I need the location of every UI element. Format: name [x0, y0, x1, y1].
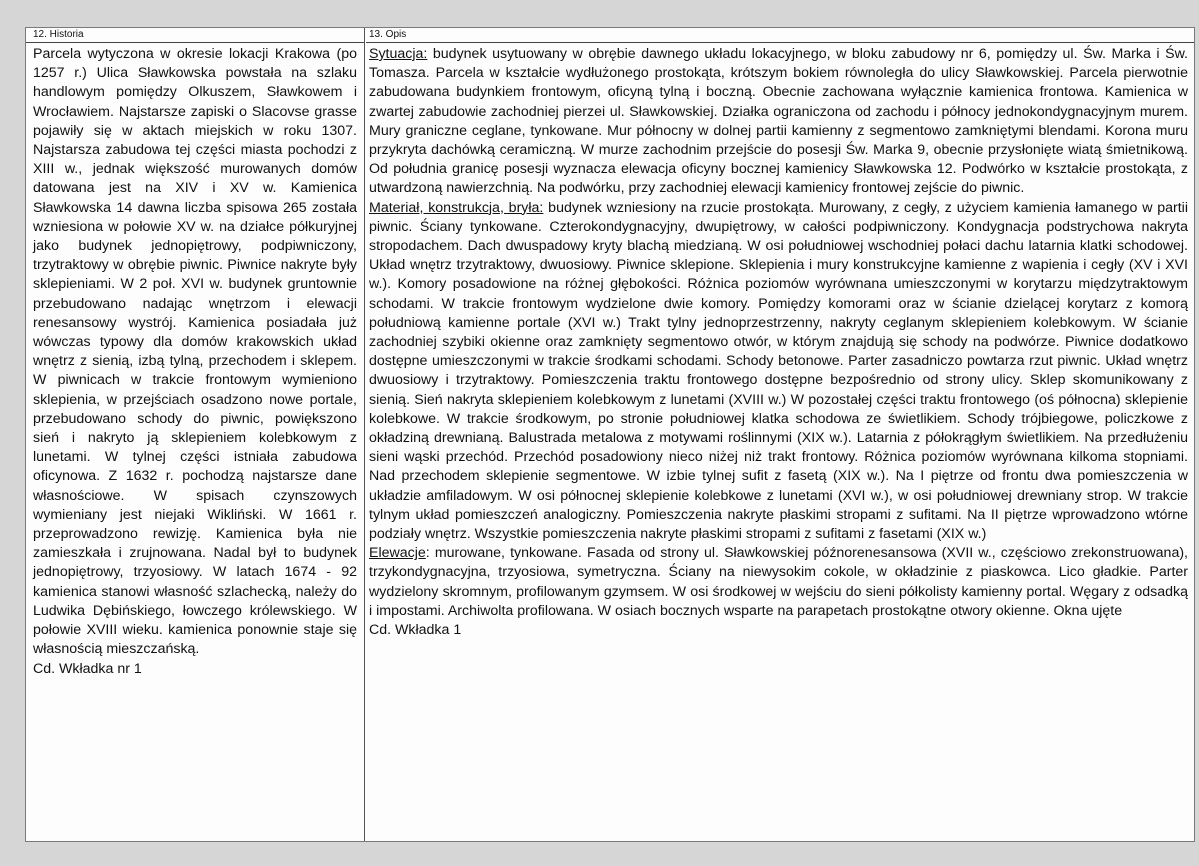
history-text: Parcela wytyczona w okresie lokacji Krakowa (po 1257 r.) Ulica Sławkowska powstała na szlaku handlowym pomiędzy Olkuszem, Sławkowem i Wrocławiem. Najstarsze zapiski o Slacovse grasse pojawiły się w aktach miejskich w roku 1307. Najstarsza zabudowa tej części miasta pochodzi z XIII w., jednak większość murowanych domów datowana jest na XIV i XV w. Kamienica Sławkowska 14 dawna liczba spisowa 265 została wzniesiona w połowie XV w. na działce półkuryjnej jako budynek jednopiętrowy, podpiwniczony, trzytraktowy w obrębie piwnic. Piwnice nakryte były sklepieniami. W 2 poł. XVI w. budynek gruntownie przebudowano nadając wnętrzom i elewacji renesansowy wystrój. Kamienica posiadała już wówczas typowy dla domów krakowskich układ wnętrz z sienią, izbą tylną, przechodem i sklepem. W piwnicach w trakcie frontowym wymieniono sklepienia, w przejściach osadzono nowe portale, przebudowano schody do piwnic, powiększono sień i nakryto ją sklepieniem kolebkowym z lunetami. W tylnej części istniała zabudowa oficynowa. Z 1632 r. pochodzą najstarsze dane własnościowe. W spisach czynszowych wymieniany jest niejaki Wikliński. W 1661 r. przeprowadzono rewizję. Kamienica była nie zamieszkała i zrujnowana. Nadal był to budynek jednopiętrowy, trzyosiowy. W latach 1674 - 92 kamienica stanowi własność szlachecką, należy do Ludwika Dębińskiego, łowczego królewskiego. W połowie XVIII wieku. kamienica ponownie staje się własnością mieszczańską. — [33, 46, 357, 658]
description-continuation-note: Cd. Wkładka 1 — [369, 622, 462, 639]
document-sheet — [25, 27, 1195, 842]
situation-paragraph — [369, 43, 1188, 199]
history-continuation-note: Cd. Wkładka nr 1 — [33, 660, 142, 677]
situation-text: budynek usytuowany w obrębie dawnego układu lokacyjnego, w bloku zabudowy nr 6, pomiędzy ul. Św. Marka i Św. Tomasza. Parcela w kształcie wydłużonego prostokąta, krótszym bokiem równoległa do ulicy Sławkowskiej. Parcela pierwotnie zabudowana budynkiem frontowym, oficyną tylną i boczną. Obecnie zachowana wyłącznie kamienica frontowa. Kamienica w zwartej zabudowie zachodniej pierzei ul. Sławkowskiej. Działka ograniczona od zachodu i północy jednokondygnacyjnym murem. Mury graniczne ceglane, tynkowane. Mur północny w dolnej partii kamienny z segmentowo zamkniętymi blendami. Korona muru przykryta dachówką ceramiczną. W murze zachodnim przejście do posesji Św. Marka 9, obecnie przysłonięte wiatą śmietnikową. Od południa granicę posesji wyznacza elewacja oficyny bocznej kamienicy Sławkowska 12. Podwórko w kształcie prostokąta, z utwardzoną nawierzchnią. Na podwórku, przy zachodniej elewacji kamienicy frontowej zejście do piwnic. — [369, 46, 1188, 197]
description-column — [366, 28, 1194, 841]
history-column — [26, 28, 365, 841]
description-header: 13. Opis — [366, 28, 1194, 43]
construction-paragraph — [369, 199, 1188, 545]
construction-label: Materiał, konstrukcja, bryła: — [369, 199, 544, 216]
elevations-text: : murowane, tynkowane. Fasada od strony ul. Sławkowskiej późnorenesansowa (XVII w., częściowo zrekonstruowana), trzykondygnacyjna, trzyosiowa, symetryczna. Ściany na niewysokim cokole, w okładzinie z piaskowca. Lico gładkie. Parter wydzielony skromnym, profilowanym gzymsem. W osi środkowej w wejściu do sieni półkolisty kamienny portal. Węgary z odsadką i impostami. Archiwolta profilowana. W osiach bocznych wsparte na parapetach prostokątne otwory okienne. Okna ujęte — [369, 545, 1188, 619]
elevations-label: Elewacje — [369, 545, 426, 562]
situation-label: Sytuacja: — [369, 46, 428, 62]
elevations-paragraph — [369, 544, 1188, 621]
history-header: 12. Historia — [26, 28, 364, 43]
construction-text: budynek wzniesiony na rzucie prostokąta. Murowany, z cegły, z użyciem kamienia łamanego w partii piwnic. Ściany tynkowane. Czterokondygnacyjny, dwupiętrowy, w całości podpiwniczony. Kondygnacja podstrychowa nakryta stropodachem. Dach dwuspadowy kryty blachą miedzianą. W osi południowej wschodniej połaci dachu latarnia klatki schodowej. Układ wnętrz trzytraktowy, dwuosiowy. Piwnice sklepione. Sklepienia i mury konstrukcyjne kamienne z wapienia i cegły (XV i XVI w.). Komory posadowione na różnej głębokości. Różnica poziomów wyrównana umieszczonymi w korytarzu międzytraktowym schodami. W trakcie frontowym wydzielone dwie komory. Pomiędzy komorami oraz w ścianie dzielącej korytarz z komorą południową kamienne portale (XVI w.) Trakt tylny jednoprzestrzenny, nakryty ceglanym sklepieniem kolebkowym. W ścianie zachodniej szybiki okienne oraz zamknięty segmentowo otwór, w którym znajdują się schody na podwórze. Piwnice dodatkowo dostępne umieszczonymi w trakcie środkami schodami. Schody betonowe. Parter zasadniczo powtarza rzut piwnic. Układ wnętrz dwuosiowy i trzytraktowy. Pomieszczenia traktu frontowego dostępne bezpośrednio od strony ulicy. Sklep skomunikowany z sienią. Sień nakryta sklepieniem kolebkowym z lunetami (XVIII w.) W pozostałej części traktu frontowego (oś północna) sklepienie kolebkowe. W trakcie środkowym, po stronie południowej klatka schodowa ze świetlikiem. Schody trójbiegowe, policzkowe z okładziną drewnianą. Balustrada metalowa z motywami roślinnymi (XIX w.). Latarnia z półokrągłym świetlikiem. Na przedłużeniu sieni wąski przechód. Przechód posadowiony nieco niżej niż trakt frontowy. Różnica poziomów wyrównana kilkoma stopniami. Nad przechodem sklepienie segmentowe. W izbie tylnej sufit z fasetą (XIX w.). Na I piętrze od frontu dwa pomieszczenia w układzie amfiladowym. W osi północnej sklepienie kolebkowe z lunetami (XVI w.), w osi południowej drewniany strop. W trakcie tylnym układ pomieszczeń analogiczny. Pomieszczenia nakryte płaskimi stropami z sufitami. Na II piętrze wprowadzono wtórne podziały wnętrz. Wszystkie pomieszczenia nakryte płaskimi stropami z sufitami z fasetami (XIX w.) — [369, 199, 1188, 543]
